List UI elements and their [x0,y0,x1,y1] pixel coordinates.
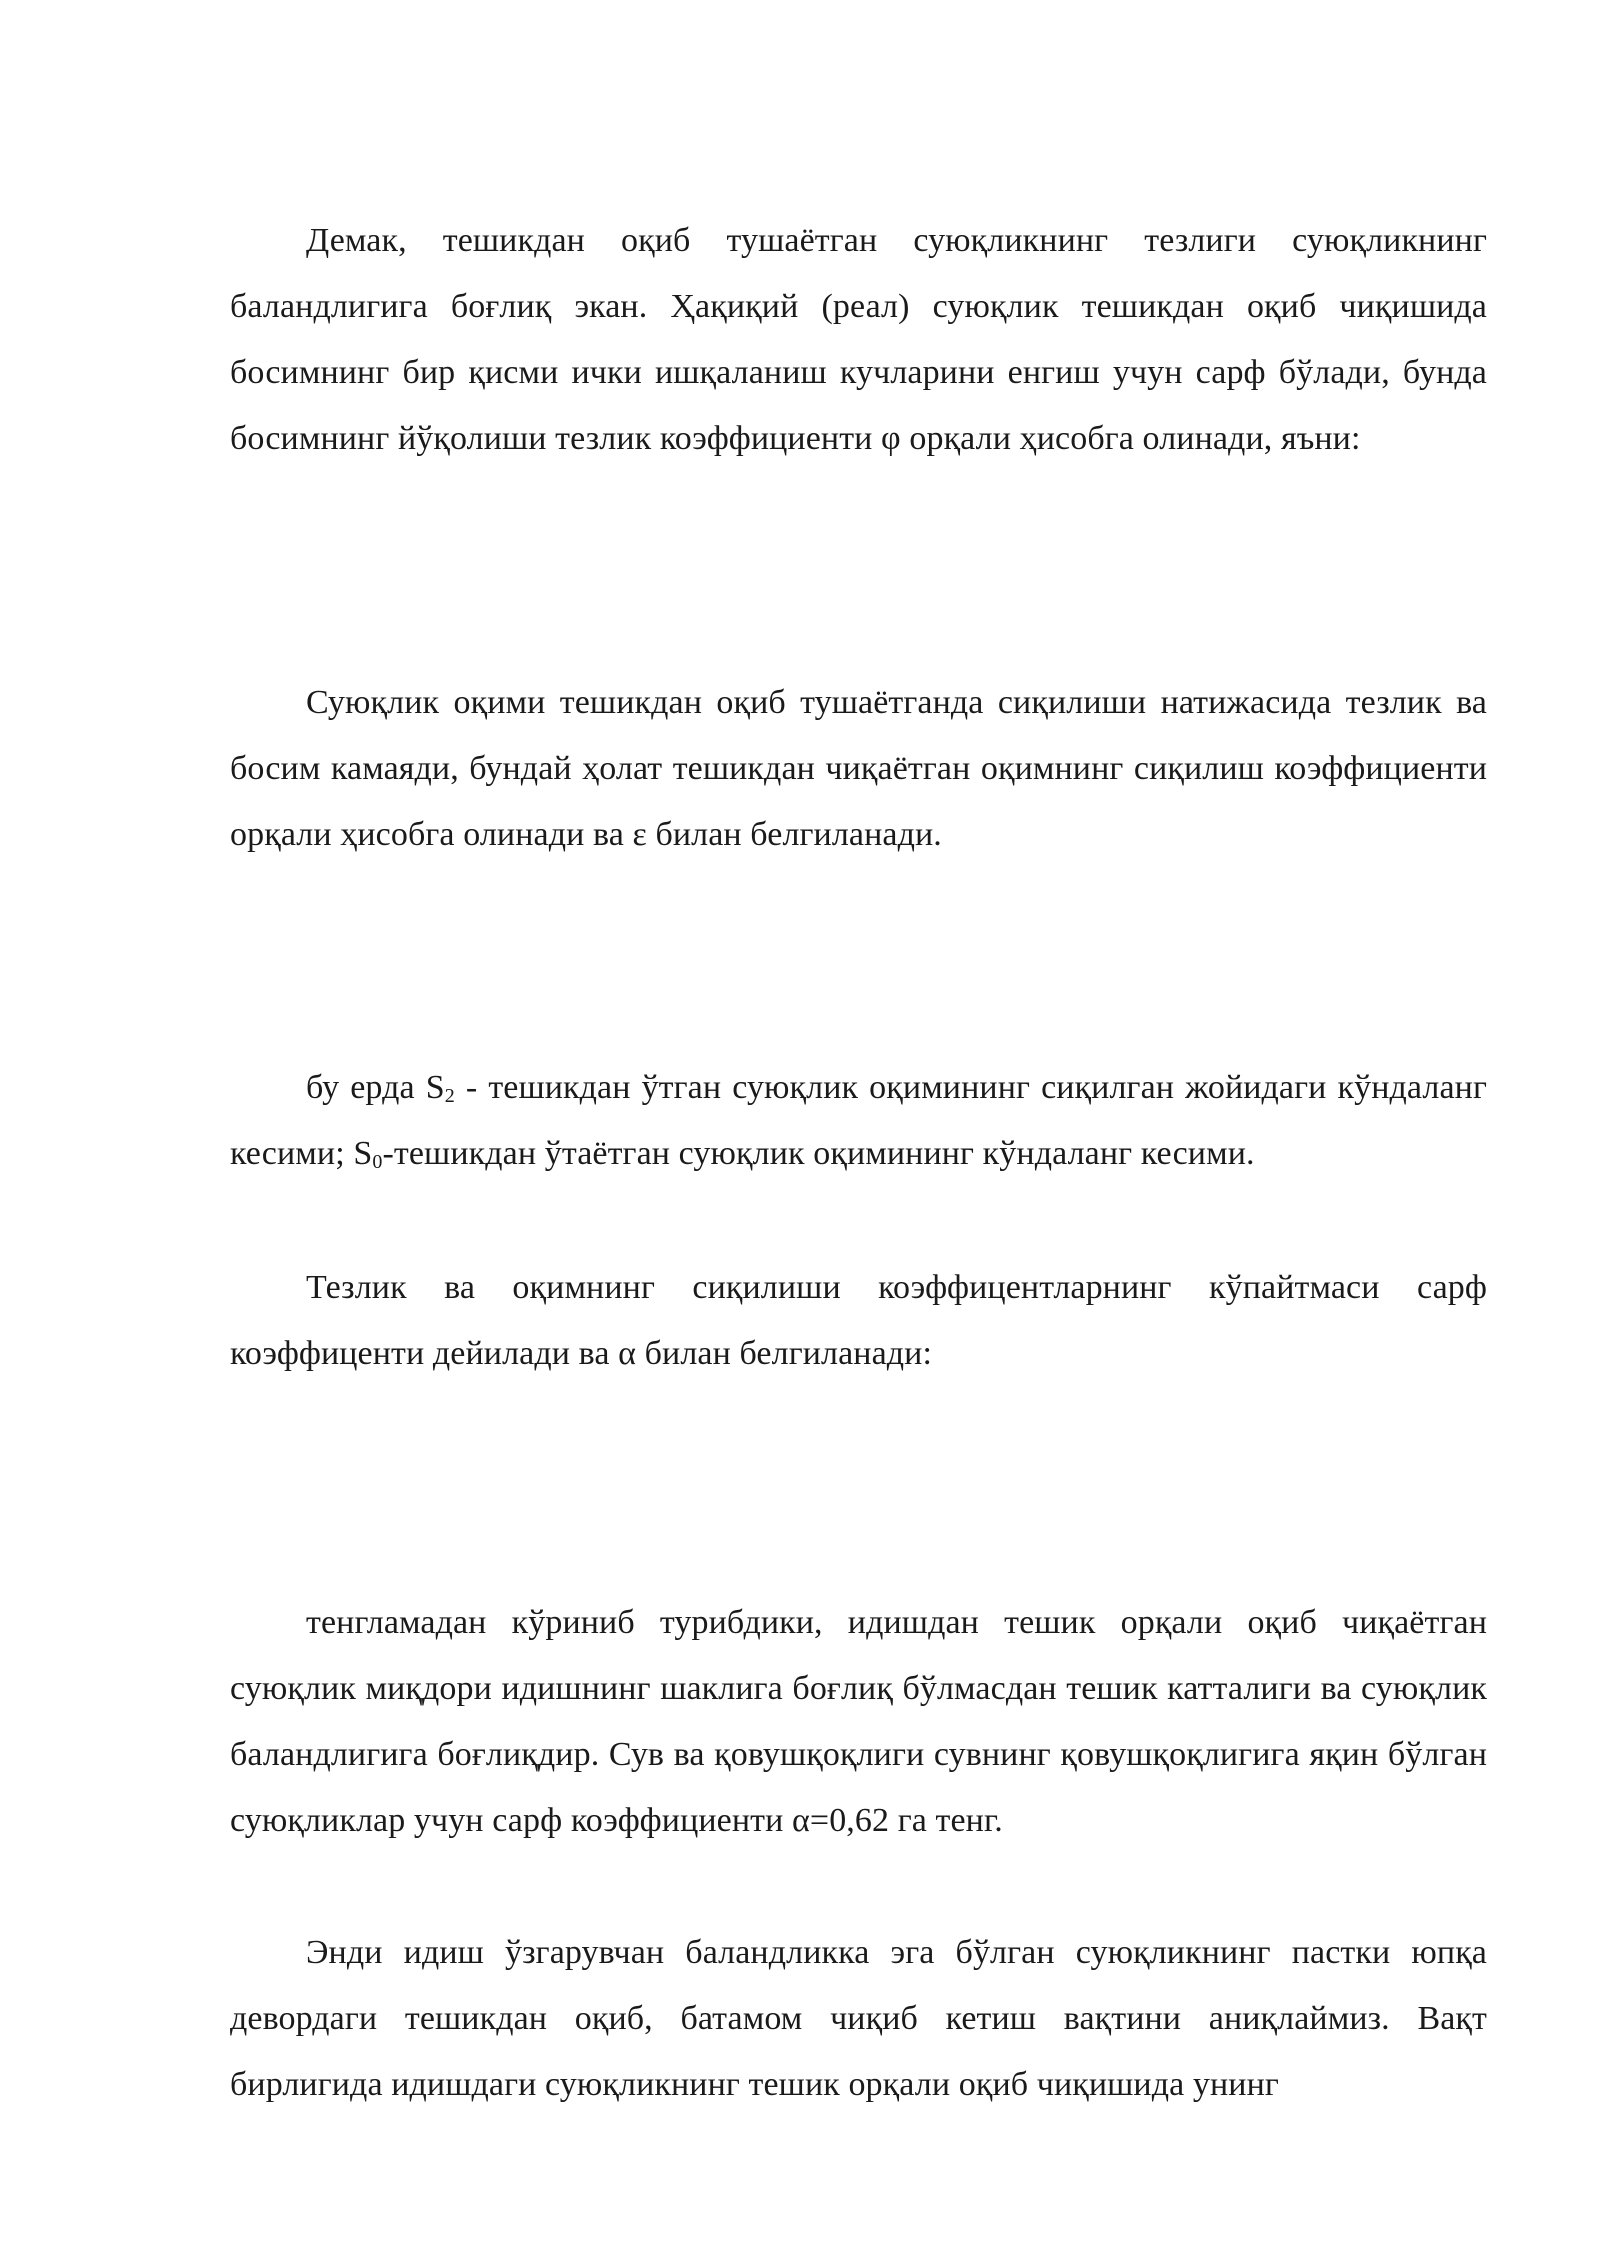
paragraph-contraction-coefficient: Суюқлик оқими тешикдан оқиб тушаётганда сиқилиши натижасида тезлик ва босим камаяди, бундай ҳолат тешикдан чиқаётган оқимнинг сиқилиш коэффициенти орқали ҳисобга олинади ва ε билан белгиланади. [230,684,1487,853]
paragraph-equation-conclusion: тенгламадан кўриниб турибдики, идишдан тешик орқали оқиб чиқаётган суюқлик миқдори идишнинг шаклига боғлиқ бўлмасдан тешик катталиги ва суюқлик баландлигига боғлиқдир. Сув ва қовушқоқлиги сувнинг қовушқоқлигига яқин бўлган суюқликлар учун сарф коэффициенти α=0,62 га тенг. [230,1604,1487,1839]
p3-subscript-0: 0 [372,1151,383,1173]
paragraph-cross-section-definitions [230,1055,1487,1187]
p3-text-2: - тешикдан ўтган суюқлик оқимининг сиқилган жойидаги кўндаланг кесими; S [230,1069,1487,1172]
paragraph-discharge-coefficient: Тезлик ва оқимнинг сиқилиши коэффицентларнинг кўпайтмаси сарф коэффиценти дейилади ва α билан белгиланади: [230,1269,1487,1372]
paragraph-drain-time: Энди идиш ўзгарувчан баландликка эга бўлган суюқликнинг пастки юпқа девордаги тешикдан оқиб, батамом чиқиб кетиш вақтини аниқлаймиз. Вақт бирлигида идишдаги суюқликнинг тешик орқали оқиб чиқишида унинг [230,1934,1487,2103]
p3-text-3: -тешикдан ўтаётган суюқлик оқимининг кўндаланг кесими. [382,1135,1255,1172]
paragraph-velocity-coefficient: Демак, тешикдан оқиб тушаётган суюқликнинг тезлиги суюқликнинг баландлигига боғлиқ экан. Ҳақиқий (реал) суюқлик тешикдан оқиб чиқишида босимнинг бир қисми ички ишқаланиш кучларини енгиш учун сарф бўлади, бунда босимнинг йўқолиши тезлик коэффициенти φ орқали ҳисобга олинади, яъни: [230,222,1487,457]
p3-subscript-2: 2 [444,1085,455,1107]
p3-text-1: бу ерда S [306,1069,445,1106]
